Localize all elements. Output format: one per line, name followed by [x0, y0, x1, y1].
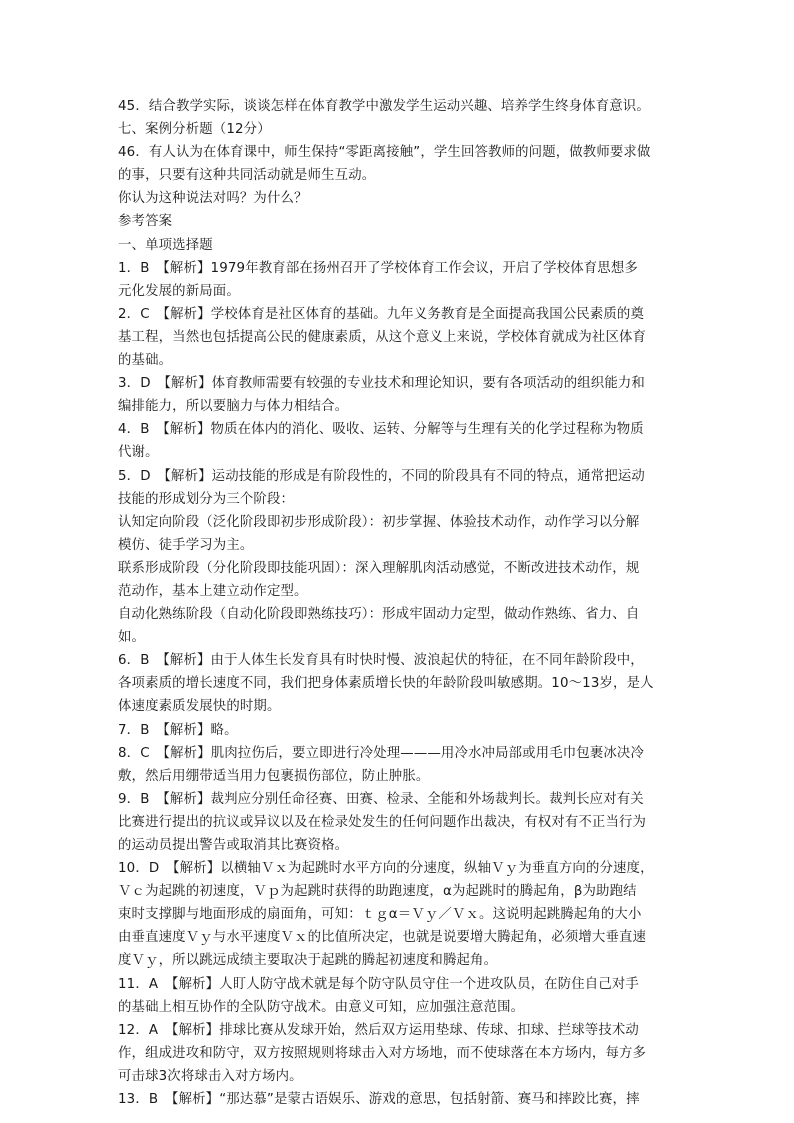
- answer-5-stage-1-line-1: 认知定向阶段（泛化阶段即初步形成阶段）：初步掌握、体验技术动作，动作学习以分解: [118, 514, 640, 530]
- answer-10-line-1: 10．D 【解析】以横轴Ｖｘ为起跳时水平方向的分速度，纵轴Ｖｙ为垂直方向的分速度，: [118, 861, 654, 877]
- answer-1-line-1: 1．B 【解析】1979年教育部在扬州召开了学校体育工作会议，开启了学校体育思想多: [118, 260, 638, 276]
- answer-10-line-5: 度Ｖｙ，所以跳远成绩主要取决于起跳的腾起初速度和腾起角。: [118, 953, 498, 969]
- answer-5-stage-3-line-2: 如。: [118, 630, 146, 646]
- answer-10-line-3: 束时支撑脚与地面形成的扇面角，可知：ｔｇα＝Ｖｙ／Ｖｘ。这说明起跳腾起角的大小: [118, 907, 642, 923]
- answer-9-line-2: 比赛进行提出的抗议或异议以及在检录处发生的任何问题作出裁决，有权对有不正当行为: [118, 814, 647, 830]
- answer-section-heading: 一、单项选择题: [118, 237, 213, 253]
- question-46-line-3: 你认为这种说法对吗？为什么？: [118, 191, 308, 207]
- answer-6-line-2: 各项素质的增长速度不同，我们把身体素质增长快的年龄阶段叫敏感期。10～13岁，是人: [118, 676, 654, 692]
- answer-6-line-3: 体速度素质发展快的时期。: [118, 699, 281, 715]
- answer-5-line-1: 5．D 【解析】运动技能的形成是有阶段性的，不同的阶段具有不同的特点，通常把运动: [118, 468, 645, 484]
- answer-5-stage-2-line-1: 联系形成阶段（分化阶段即技能巩固）：深入理解肌肉活动感觉，不断改进技术动作，规: [118, 560, 640, 576]
- answer-7: 7．B 【解析】略。: [118, 722, 238, 738]
- answer-5-stage-2-line-2: 范动作，基本上建立动作定型。: [118, 583, 308, 599]
- document-page: [118, 95, 678, 1111]
- answer-5-line-2: 技能的形成划分为三个阶段：: [118, 491, 295, 507]
- answer-10-line-2: Ｖｃ为起跳的初速度，Ｖｐ为起跳时获得的助跑速度，α为起跳时的腾起角，β为助跑结: [118, 884, 637, 900]
- answer-12-line-3: 可击球3次将球击入对方场内。: [118, 1068, 303, 1084]
- answer-1-line-2: 元化发展的新局面。: [118, 283, 240, 299]
- answer-5-stage-3-line-1: 自动化熟练阶段（自动化阶段即熟练技巧）：形成牢固动力定型，做动作熟练、省力、自: [118, 607, 640, 623]
- answer-13-line-1: 13．B 【解析】“那达慕”是蒙古语娱乐、游戏的意思，包括射箭、赛马和摔跤比赛，摔: [118, 1092, 640, 1108]
- answer-2-line-3: 的基础。: [118, 353, 173, 369]
- answer-11-line-1: 11．A 【解析】人盯人防守战术就是每个防守队员守住一个进攻队员，在防住自己对手: [118, 976, 639, 992]
- answer-4-line-1: 4．B 【解析】物质在体内的消化、吸收、运转、分解等与生理有关的化学过程称为物质: [118, 422, 644, 438]
- answer-9-line-1: 9．B 【解析】裁判应分别任命径赛、田赛、检录、全能和外场裁判长。裁判长应对有关: [118, 791, 644, 807]
- answer-12-line-2: 作，组成进攻和防守，双方按照规则将球击入对方场地，而不使球落在本方场内，每方多: [118, 1045, 647, 1061]
- answer-8-line-2: 敷，然后用绷带适当用力包裹损伤部位，防止肿胀。: [118, 768, 430, 784]
- answer-12-line-1: 12．A 【解析】排球比赛从发球开始，然后双方运用垫球、传球、扣球、拦球等技术动: [118, 1022, 639, 1038]
- answer-10-line-4: 由垂直速度Ｖｙ与水平速度Ｖｘ的比值所决定，也就是说要增大腾起角，必须增大垂直速: [118, 930, 647, 946]
- question-46-line-2: 的事，只要有这种共同活动就是师生互动。: [118, 168, 376, 184]
- answer-key-heading: 参考答案: [118, 214, 173, 230]
- answer-5-stage-1-line-2: 模仿、徒手学习为主。: [118, 537, 254, 553]
- question-46-line-1: 46．有人认为在体育课中，师生保持“零距离接触”，学生回答教师的问题，做教师要求做: [118, 145, 651, 161]
- answer-2-line-1: 2．C 【解析】学校体育是社区体育的基础。九年义务教育是全面提高我国公民素质的奠: [118, 306, 645, 322]
- answer-4-line-2: 代谢。: [118, 445, 159, 461]
- question-45: 45．结合教学实际，谈谈怎样在体育教学中激发学生运动兴趣、培养学生终身体育意识。: [118, 99, 650, 114]
- section-heading-case-analysis: 七、案例分析题（12分）: [118, 122, 271, 138]
- answer-6-line-1: 6．B 【解析】由于人体生长发育具有时快时慢、波浪起伏的特征，在不同年龄阶段中，: [118, 653, 644, 669]
- answer-9-line-3: 的运动员提出警告或取消其比赛资格。: [118, 838, 349, 853]
- answer-3-line-2: 编排能力，所以要脑力与体力相结合。: [118, 399, 349, 415]
- answer-3-line-1: 3．D 【解析】体育教师需要有较强的专业技术和理论知识，要有各项活动的组织能力和: [118, 376, 645, 392]
- answer-2-line-2: 基工程，当然也包括提高公民的健康素质，从这个意义上来说，学校体育就成为社区体育: [118, 329, 647, 345]
- answer-8-line-1: 8．C 【解析】肌肉拉伤后，要立即进行冷处理———用冷水冲局部或用毛巾包裹冰决冷: [118, 745, 645, 761]
- answer-11-line-2: 的基础上相互协作的全队防守战术。由意义可知，应加强注意范围。: [118, 999, 525, 1015]
